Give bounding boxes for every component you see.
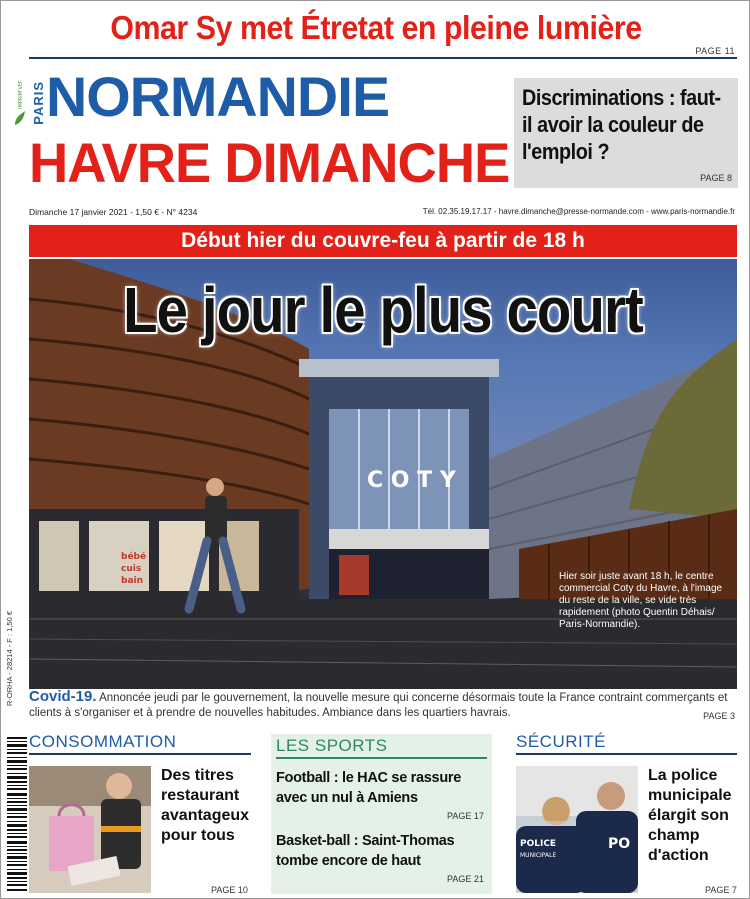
section-title-sports[interactable]: LES SPORTS [276,736,388,755]
sports-item-basket-page: PAGE 21 [447,874,484,884]
masthead-havre-dimanche: HAVRE DIMANCHE [29,131,510,194]
securite-page: PAGE 7 [705,885,737,895]
store-sign-2: cuis [121,564,142,574]
top-headline[interactable]: Omar Sy met Étretat en pleine lumière [110,9,642,46]
main-photo [29,259,737,689]
teaser-title: Discriminations : faut-il avoir la couleur de l'emploi ? [522,85,721,164]
securite-text[interactable]: La police municipale élargit son champ d'action [648,767,732,864]
top-headline-page: PAGE 11 [695,46,735,56]
photo-caption: Hier soir juste avant 18 h, le centre commercial Coty du Havre, à l'image du reste de la ville, se vide très rapidement (photo Quentin Déhais/ Paris-Normandie). [559,571,723,630]
store-sign-3: bain [121,576,144,586]
teaser-page: PAGE 8 [700,173,732,183]
store-sign-1: bébé [121,552,147,562]
securite-divider [516,753,737,755]
covid-lead: Covid-19. [29,688,97,705]
curfew-banner[interactable]: Début hier du couvre-feu à partir de 18 h [29,225,737,257]
contact-line: Tél. 02.35.19.17.17 - havre.dimanche@presse-normande.com - www.paris-normandie.fr [422,207,735,216]
imprim-vert-logo [12,81,28,131]
consommation-photo [29,766,151,893]
covid-summary[interactable] [29,689,739,721]
top-divider [29,57,737,59]
dateline: Dimanche 17 janvier 2021 - 1,50 € - N° 4234 [29,207,198,217]
sports-item-football[interactable]: Football : le HAC se rassure avec un nul à Amiens [276,770,461,806]
sports-divider [276,757,487,759]
sports-item-basket[interactable]: Basket-ball : Saint-Thomas tombe encore de haut [276,833,455,869]
vest-text-po: PO [608,836,631,852]
securite-photo [516,766,638,893]
coty-sign: C O T Y [367,468,456,493]
section-title-consommation[interactable]: CONSOMMATION [29,732,177,751]
consommation-page: PAGE 10 [211,885,248,895]
imprim-vert-label: IMPRIM'VERT [18,81,24,109]
vest-text-police: POLICE [520,839,557,849]
consommation-text[interactable]: Des titres restaurant avantageux pour tous [161,767,250,844]
section-title-securite[interactable]: SÉCURITÉ [516,732,606,751]
teaser-box[interactable] [514,78,738,188]
main-headline[interactable]: Le jour le plus court [123,274,643,346]
masthead-paris: PARIS [31,81,46,125]
side-code: R-ORHA - 28214 - F : 1,50 € [5,611,14,707]
covid-text: Annoncée jeudi par le gouvernement, la nouvelle mesure qui concerne désormais toute la France contraint commerçants et clients à s'organiser et à prendre de nouvelles habitudes. Ambiance dans les quartiers havrais. [29,692,728,719]
barcode [7,735,27,893]
covid-page: PAGE 3 [703,711,735,721]
consommation-divider [29,753,251,755]
masthead-normandie: NORMANDIE [46,65,390,128]
sports-item-football-page: PAGE 17 [447,811,484,821]
vest-text-municipale: MUNICIPALE [520,852,557,859]
